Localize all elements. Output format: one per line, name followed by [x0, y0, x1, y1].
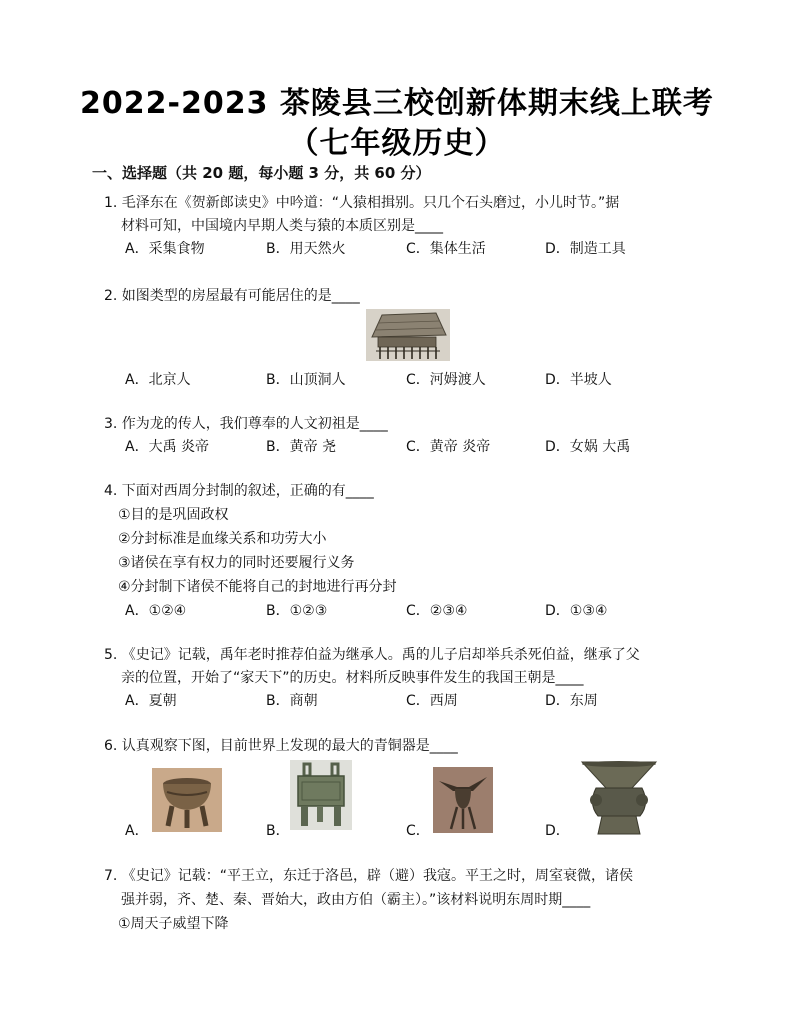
q6-option-a[interactable]: A．	[125, 823, 149, 839]
q6-option-b[interactable]: B．	[266, 823, 290, 839]
q4-item-1: ①目的是巩固政权	[118, 507, 229, 523]
q2-option-b[interactable]: B．山顶洞人	[266, 372, 346, 388]
q1-stem-line1: 1. 毛泽东在《贺新郎读史》中吟道：“人猿相揖别。只几个石头磨过，小儿时节。”据	[104, 195, 620, 211]
q7-stem-line2: 强并弱，齐、楚、秦、晋始大，政由方伯（霸主）。”该材料说明东周时期____	[121, 892, 591, 908]
q2-option-d[interactable]: D．半坡人	[545, 372, 612, 388]
q3-option-c[interactable]: C．黄帝 炎帝	[406, 439, 491, 455]
q3-option-d[interactable]: D．女娲 大禹	[545, 439, 631, 455]
q4-stem: 4. 下面对西周分封制的叙述，正确的有____	[104, 483, 374, 499]
q5-option-a[interactable]: A．夏朝	[125, 693, 177, 709]
q1-option-b[interactable]: B．用天然火	[266, 241, 346, 257]
four-ram-zun-icon	[574, 758, 664, 838]
q4-option-a[interactable]: A．①②④	[125, 603, 187, 619]
q7-stem-line1: 7. 《史记》记载：“平王立，东迁于洛邑，辟（避）我寇。平王之时，周室衰微，诸侯	[104, 868, 634, 884]
q4-item-3: ③诸侯在享有权力的同时还要履行义务	[118, 555, 355, 571]
q4-item-2: ②分封标准是血缘关系和功劳大小	[118, 531, 327, 547]
q2-option-c[interactable]: C．河姆渡人	[406, 372, 486, 388]
q6-option-d[interactable]: D．	[545, 823, 570, 839]
bronze-jue-icon	[433, 767, 493, 833]
section-heading: 一、选择题（共 20 题，每小题 3 分，共 60 分）	[92, 164, 431, 182]
q3-option-b[interactable]: B．黄帝 尧	[266, 439, 337, 455]
q5-stem-line1: 5. 《史记》记载，禹年老时推荐伯益为继承人。禹的儿子启却举兵杀死伯益，继承了父	[104, 647, 640, 663]
q4-item-4: ④分封制下诸侯不能将自己的封地进行再分封	[118, 579, 397, 595]
stilt-house-icon	[366, 309, 450, 361]
page-title: 2022-2023 茶陵县三校创新体期末线上联考	[80, 86, 714, 121]
q6-stem: 6. 认真观察下图，目前世界上发现的最大的青铜器是____	[104, 738, 458, 754]
q5-option-c[interactable]: C．西周	[406, 693, 458, 709]
q1-option-c[interactable]: C．集体生活	[406, 241, 486, 257]
q4-option-b[interactable]: B．①②③	[266, 603, 328, 619]
q3-option-a[interactable]: A．大禹 炎帝	[125, 439, 210, 455]
q7-item-1: ①周天子威望下降	[118, 916, 229, 932]
q5-stem-line2: 亲的位置，开始了“家天下”的历史。材料所反映事件发生的我国王朝是____	[121, 670, 584, 686]
q5-option-b[interactable]: B．商朝	[266, 693, 318, 709]
simuwu-ding-icon	[290, 760, 352, 830]
q4-option-d[interactable]: D．①③④	[545, 603, 608, 619]
q6-option-c[interactable]: C．	[406, 823, 430, 839]
page-subtitle: （七年级历史）	[288, 126, 506, 161]
q4-option-c[interactable]: C．②③④	[406, 603, 468, 619]
q3-stem: 3. 作为龙的传人，我们尊奉的人文初祖是____	[104, 416, 388, 432]
q5-option-d[interactable]: D．东周	[545, 693, 598, 709]
q2-stem: 2. 如图类型的房屋最有可能居住的是____	[104, 288, 360, 304]
bronze-ding-icon	[152, 768, 222, 832]
q2-option-a[interactable]: A．北京人	[125, 372, 191, 388]
q1-option-a[interactable]: A．采集食物	[125, 241, 205, 257]
q1-option-d[interactable]: D．制造工具	[545, 241, 626, 257]
q1-stem-line2: 材料可知，中国境内早期人类与猿的本质区别是____	[121, 218, 443, 234]
